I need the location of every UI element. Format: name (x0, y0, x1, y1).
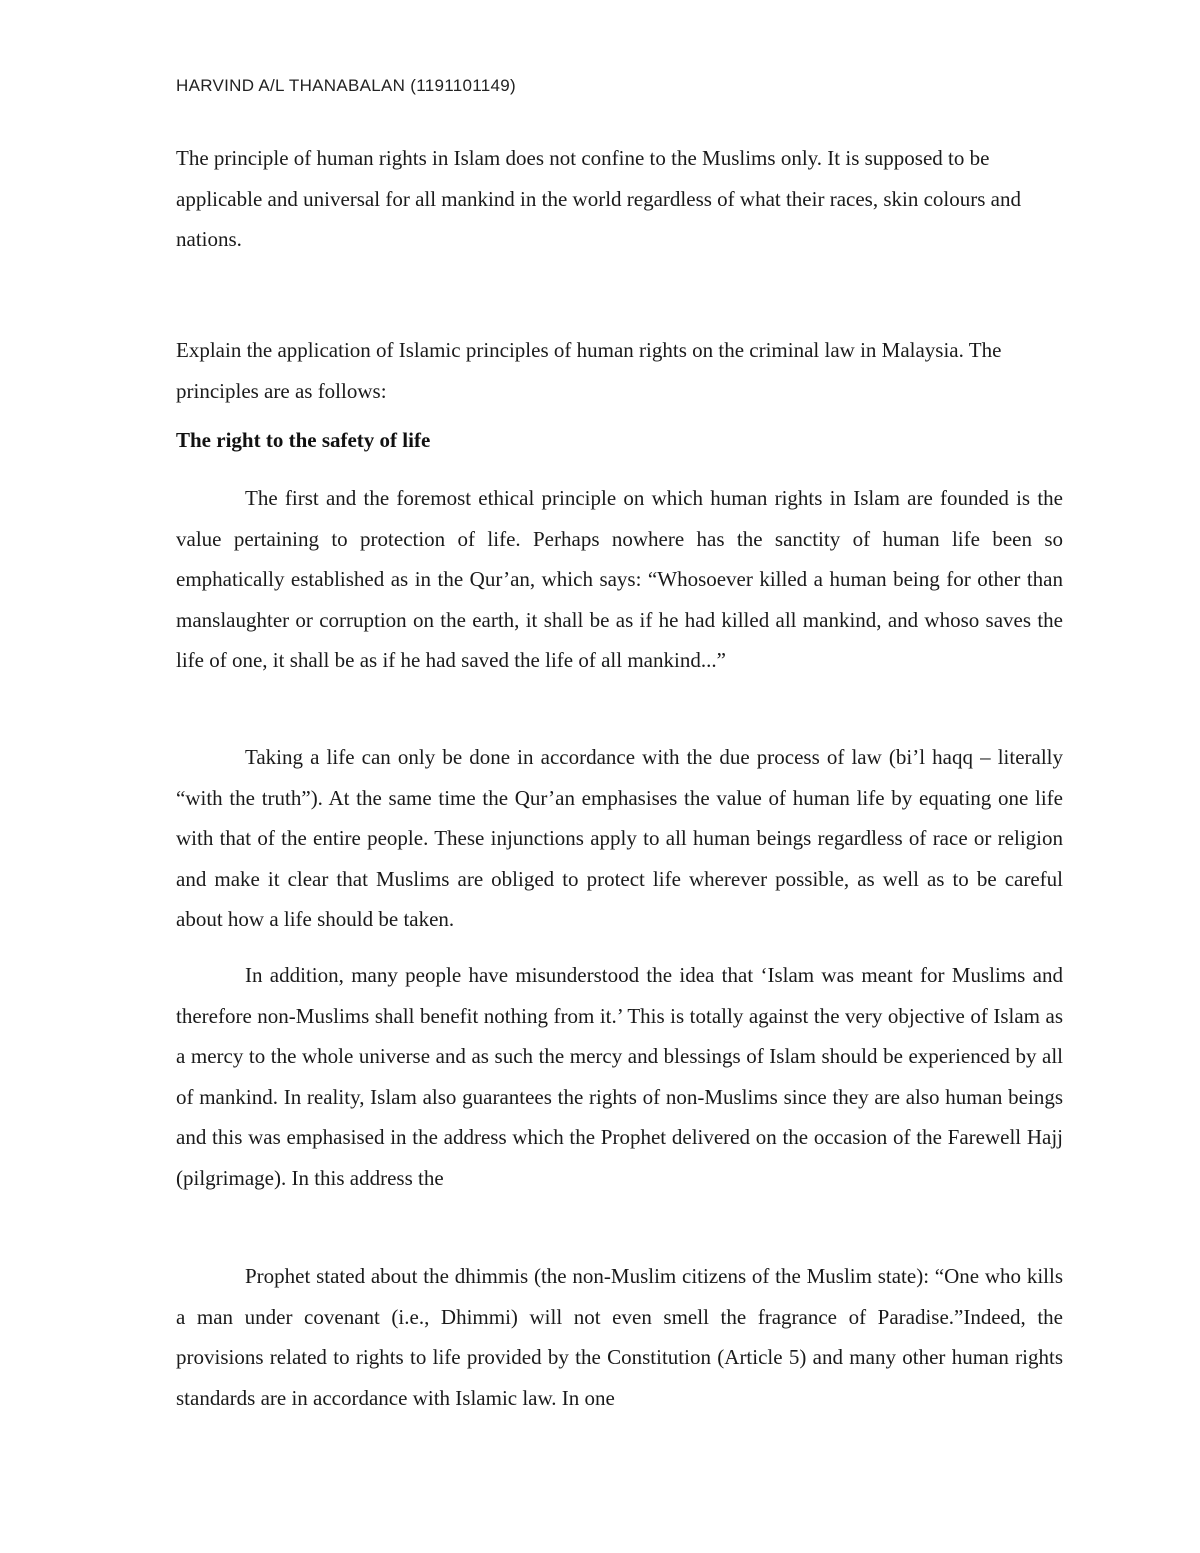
section-heading: The right to the safety of life (176, 428, 431, 452)
body-paragraph-2 (176, 737, 1063, 940)
body-paragraph-3 (176, 955, 1063, 1199)
body-paragraph-4 (176, 1256, 1063, 1418)
question-paragraph (176, 330, 1064, 411)
author-header: HARVIND A/L THANABALAN (1191101149) (176, 76, 516, 95)
body-paragraph-1 (176, 478, 1063, 681)
paragraph-text: The first and the foremost ethical principle on which human rights in Islam are founded is the value pertaining to protection of life. Perhaps nowhere has the sanctity of human life been so emphatically established as in the Qur’an, which says: “Whosoever killed a human being for other than manslaughter or corruption on the earth, it shall be as if he had killed all mankind, and whoso saves the life of one, it shall be as if he had saved the life of all mankind...” (176, 486, 1063, 673)
intro-paragraph (176, 138, 1064, 260)
paragraph-text: Prophet stated about the dhimmis (the non-Muslim citizens of the Muslim state): “One who kills a man under covenant (i.e., Dhimmi) will not even smell the fragrance of Paradise.”Indeed, the provisions related to rights to life provided by the Constitution (Article 5) and many other human rights standards are in accordance with Islamic law. In one (176, 1264, 1063, 1410)
paragraph-text: Taking a life can only be done in accordance with the due process of law (bi’l haqq – literally “with the truth”). At the same time the Qur’an emphasises the value of human life by equating one life with that of the entire people. These injunctions apply to all human beings regardless of race or religion and make it clear that Muslims are obliged to protect life wherever possible, as well as to be careful about how a life should be taken. (176, 745, 1063, 932)
paragraph-text: In addition, many people have misunderstood the idea that ‘Islam was meant for Muslims and therefore non-Muslims shall benefit nothing from it.’ This is totally against the very objective of Islam as a mercy to the whole universe and as such the mercy and blessings of Islam should be experienced by all of mankind. In reality, Islam also guarantees the rights of non-Muslims since they are also human beings and this was emphasised in the address which the Prophet delivered on the occasion of the Farewell Hajj (pilgrimage). In this address the (176, 963, 1063, 1190)
intro-text: The principle of human rights in Islam does not confine to the Muslims only. It is supposed to be applicable and universal for all mankind in the world regardless of what their races, skin colours and nations. (176, 146, 1021, 251)
question-text: Explain the application of Islamic principles of human rights on the criminal law in Malaysia. The principles are as follows: (176, 338, 1002, 403)
